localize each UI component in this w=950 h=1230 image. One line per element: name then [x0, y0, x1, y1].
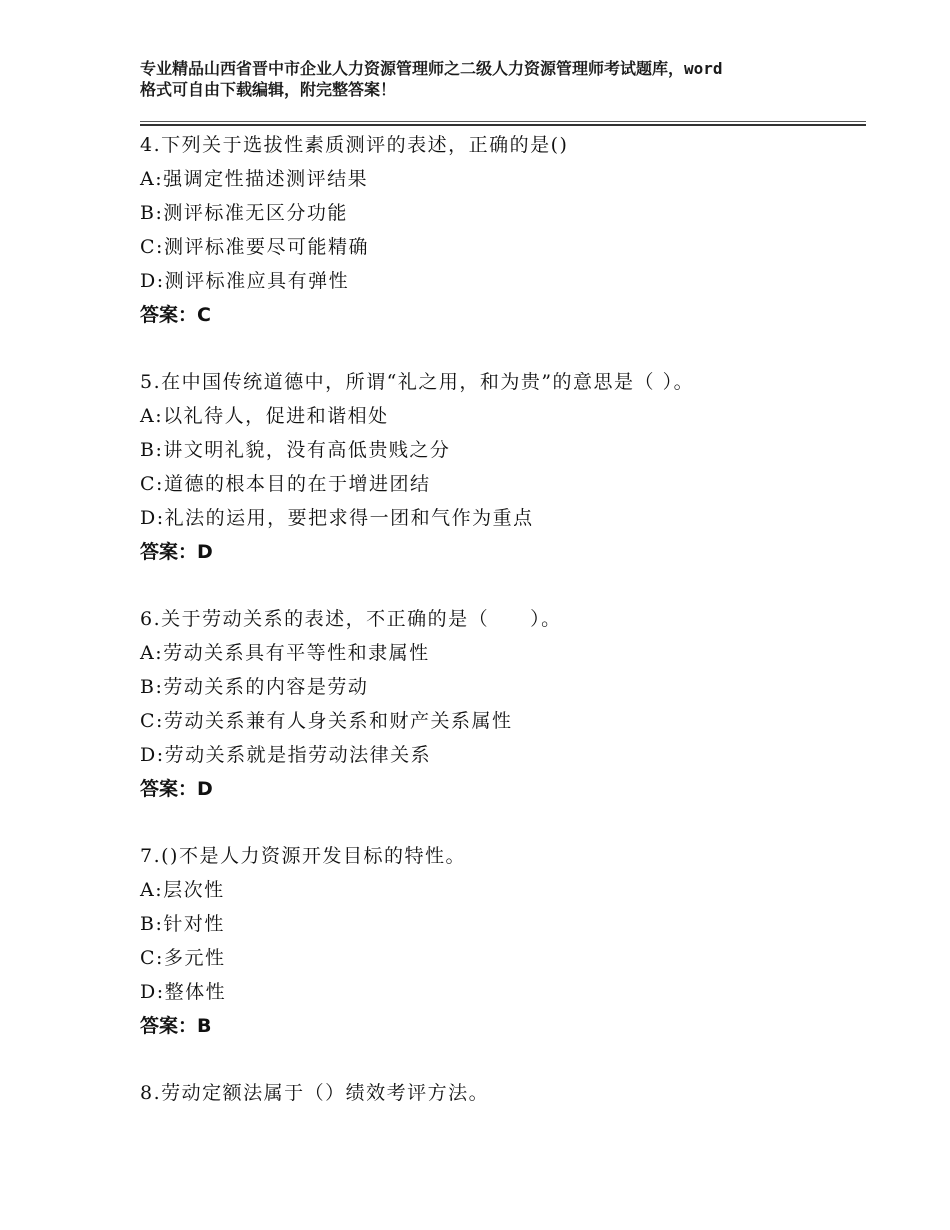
option-c: C:测评标准要尽可能精确: [140, 236, 369, 258]
option-c: C:劳动关系兼有人身关系和财产关系属性: [140, 710, 513, 732]
question-list: [140, 128, 866, 1143]
header-divider-thick: [140, 124, 866, 126]
answer-line: 答案：D: [140, 778, 213, 800]
option-c: C:多元性: [140, 947, 226, 969]
question-8: [140, 1076, 866, 1110]
question-stem: 7.()不是人力资源开发目标的特性。: [140, 845, 466, 867]
option-d: D:礼法的运用，要把求得一团和气作为重点: [140, 507, 534, 529]
header-divider-thin: [140, 121, 866, 122]
header-line-1: 专业精品山西省晋中市企业人力资源管理师之二级人力资源管理师考试题库，word: [140, 59, 723, 78]
option-c: C:道德的根本目的在于增进团结: [140, 473, 431, 495]
question-5: [140, 365, 866, 569]
question-6: [140, 602, 866, 806]
option-a: A:劳动关系具有平等性和隶属性: [140, 642, 430, 664]
option-b: B:劳动关系的内容是劳动: [140, 676, 369, 698]
answer-line: 答案：D: [140, 541, 213, 563]
document-header: [140, 58, 840, 100]
answer-line: 答案：C: [140, 304, 211, 326]
option-d: D:整体性: [140, 981, 227, 1003]
option-d: D:测评标准应具有弹性: [140, 270, 350, 292]
question-stem: 4.下列关于选拔性素质测评的表述，正确的是(): [140, 134, 569, 156]
answer-line: 答案：B: [140, 1015, 212, 1037]
question-7: [140, 839, 866, 1043]
question-stem: 6.关于劳动关系的表述，不正确的是（ ）。: [140, 608, 562, 630]
question-stem: 5.在中国传统道德中，所谓“礼之用，和为贵”的意思是（ ）。: [140, 371, 695, 393]
option-b: B:讲文明礼貌，没有高低贵贱之分: [140, 439, 451, 461]
option-b: B:测评标准无区分功能: [140, 202, 348, 224]
option-d: D:劳动关系就是指劳动法律关系: [140, 744, 432, 766]
option-a: A:强调定性描述测评结果: [140, 168, 369, 190]
option-a: A:以礼待人，促进和谐相处: [140, 405, 389, 427]
question-stem: 8.劳动定额法属于（）绩效考评方法。: [140, 1082, 490, 1104]
option-b: B:针对性: [140, 913, 225, 935]
question-4: [140, 128, 866, 332]
header-line-2: 格式可自由下载编辑，附完整答案！: [140, 80, 397, 99]
option-a: A:层次性: [140, 879, 225, 901]
